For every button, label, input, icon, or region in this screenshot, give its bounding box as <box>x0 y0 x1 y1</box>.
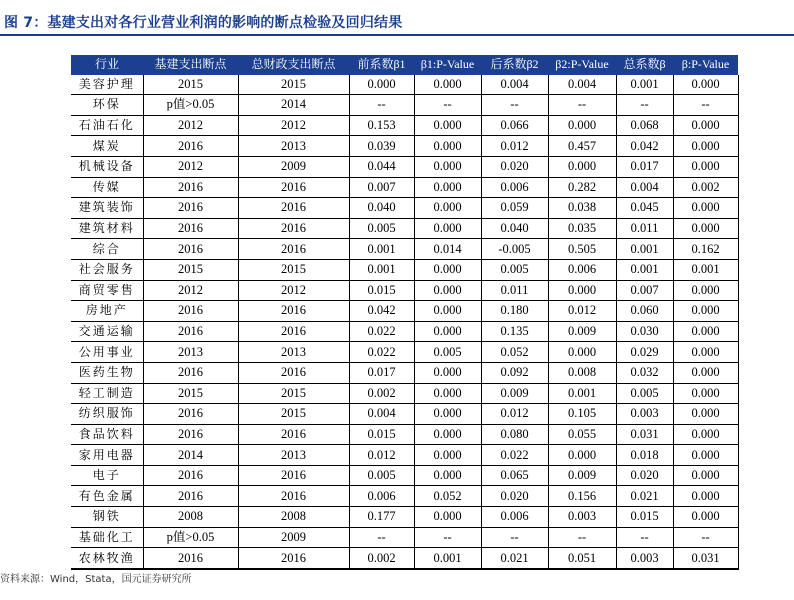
table-row <box>71 75 738 95</box>
industry-cell: 建筑装饰 <box>71 198 143 219</box>
table-row <box>71 383 738 404</box>
industry-cell: 家用电器 <box>71 445 143 466</box>
value-cell: 0.000 <box>673 156 738 177</box>
table-row <box>71 218 738 239</box>
value-cell: 2012 <box>238 280 349 301</box>
value-cell: 2016 <box>238 465 349 486</box>
value-cell: 2015 <box>238 404 349 425</box>
value-cell: 0.011 <box>481 280 548 301</box>
column-header: 总财政支出断点 <box>238 55 349 75</box>
value-cell: 0.000 <box>673 342 738 363</box>
value-cell: 2016 <box>143 198 238 219</box>
value-cell: 0.003 <box>616 548 673 569</box>
value-cell: 0.105 <box>548 404 616 425</box>
value-cell: -- <box>673 527 738 548</box>
value-cell: 2015 <box>238 383 349 404</box>
value-cell: -- <box>616 95 673 116</box>
value-cell: 2016 <box>143 465 238 486</box>
table-row <box>71 198 738 219</box>
value-cell: 0.004 <box>481 75 548 95</box>
value-cell: 2012 <box>143 280 238 301</box>
value-cell: 0.015 <box>349 280 414 301</box>
value-cell: 0.000 <box>548 156 616 177</box>
value-cell: 0.004 <box>548 75 616 95</box>
value-cell: 0.003 <box>616 404 673 425</box>
value-cell: 0.000 <box>414 136 481 157</box>
value-cell: -- <box>616 527 673 548</box>
value-cell: 0.000 <box>414 362 481 383</box>
industry-cell: 石油石化 <box>71 115 143 136</box>
value-cell: 0.014 <box>414 239 481 260</box>
table-row <box>71 115 738 136</box>
value-cell: 0.068 <box>616 115 673 136</box>
table-body <box>71 75 738 569</box>
value-cell: 0.002 <box>673 177 738 198</box>
table-row <box>71 136 738 157</box>
value-cell: 0.004 <box>616 177 673 198</box>
value-cell: 0.001 <box>349 239 414 260</box>
value-cell: 0.007 <box>616 280 673 301</box>
value-cell: 0.000 <box>548 280 616 301</box>
industry-cell: 房地产 <box>71 301 143 322</box>
value-cell: 0.005 <box>414 342 481 363</box>
column-header: β2:P-Value <box>548 55 616 75</box>
value-cell: 0.009 <box>548 321 616 342</box>
industry-cell: 医药生物 <box>71 362 143 383</box>
value-cell: -- <box>349 527 414 548</box>
table-row <box>71 404 738 425</box>
value-cell: 0.000 <box>673 136 738 157</box>
value-cell: 0.002 <box>349 548 414 569</box>
value-cell: 2016 <box>143 548 238 569</box>
value-cell: 0.000 <box>414 383 481 404</box>
value-cell: 0.000 <box>414 404 481 425</box>
value-cell: 0.001 <box>616 75 673 95</box>
value-cell: -- <box>414 95 481 116</box>
industry-cell: 有色金属 <box>71 486 143 507</box>
table-row <box>71 259 738 280</box>
value-cell: 0.000 <box>414 507 481 528</box>
value-cell: 0.029 <box>616 342 673 363</box>
value-cell: 0.032 <box>616 362 673 383</box>
value-cell: 0.059 <box>481 198 548 219</box>
column-header: 行业 <box>71 55 143 75</box>
table-row <box>71 527 738 548</box>
value-cell: 0.001 <box>673 259 738 280</box>
value-cell: 0.002 <box>349 383 414 404</box>
value-cell: 0.001 <box>616 239 673 260</box>
value-cell: 0.052 <box>481 342 548 363</box>
value-cell: 0.018 <box>616 445 673 466</box>
industry-cell: 基础化工 <box>71 527 143 548</box>
industry-cell: 电子 <box>71 465 143 486</box>
industry-cell: 传媒 <box>71 177 143 198</box>
value-cell: 2008 <box>143 507 238 528</box>
source-note: 资料来源：Wind，Stata，国元证券研究所 <box>0 574 192 585</box>
value-cell: 2012 <box>143 115 238 136</box>
value-cell: 0.000 <box>548 115 616 136</box>
value-cell: 2012 <box>143 156 238 177</box>
value-cell: 2016 <box>238 548 349 569</box>
industry-cell: 环保 <box>71 95 143 116</box>
value-cell: 0.000 <box>414 321 481 342</box>
value-cell: 0.020 <box>616 465 673 486</box>
figure-title: 图 7：基建支出对各行业营业利润的影响的断点检验及回归结果 <box>4 15 403 31</box>
regression-table <box>71 55 739 570</box>
value-cell: 0.006 <box>548 259 616 280</box>
value-cell: -0.005 <box>481 239 548 260</box>
value-cell: 0.040 <box>349 198 414 219</box>
value-cell: 2016 <box>143 321 238 342</box>
value-cell: 2013 <box>238 136 349 157</box>
value-cell: -- <box>349 95 414 116</box>
value-cell: 0.001 <box>616 259 673 280</box>
table-header-row <box>71 55 738 75</box>
value-cell: 0.008 <box>548 362 616 383</box>
value-cell: 0.000 <box>414 301 481 322</box>
value-cell: 0.022 <box>481 445 548 466</box>
value-cell: 0.017 <box>349 362 414 383</box>
value-cell: 0.156 <box>548 486 616 507</box>
column-header: β1:P-Value <box>414 55 481 75</box>
value-cell: 0.177 <box>349 507 414 528</box>
value-cell: 0.000 <box>414 75 481 95</box>
value-cell: 0.000 <box>673 321 738 342</box>
value-cell: 0.006 <box>481 177 548 198</box>
value-cell: -- <box>414 527 481 548</box>
value-cell: 0.000 <box>414 115 481 136</box>
value-cell: 0.153 <box>349 115 414 136</box>
value-cell: 0.006 <box>481 507 548 528</box>
value-cell: 0.000 <box>414 198 481 219</box>
table-row <box>71 424 738 445</box>
value-cell: 0.001 <box>414 548 481 569</box>
value-cell: 0.012 <box>548 301 616 322</box>
value-cell: 0.012 <box>349 445 414 466</box>
value-cell: 0.031 <box>616 424 673 445</box>
industry-cell: 钢铁 <box>71 507 143 528</box>
value-cell: 0.015 <box>349 424 414 445</box>
value-cell: 0.000 <box>414 465 481 486</box>
value-cell: 2014 <box>238 95 349 116</box>
value-cell: 0.000 <box>673 301 738 322</box>
value-cell: 0.060 <box>616 301 673 322</box>
value-cell: 0.000 <box>673 280 738 301</box>
value-cell: 2016 <box>143 424 238 445</box>
value-cell: 0.000 <box>673 424 738 445</box>
value-cell: 0.042 <box>616 136 673 157</box>
value-cell: 0.021 <box>616 486 673 507</box>
value-cell: p值>0.05 <box>143 527 238 548</box>
value-cell: 2016 <box>143 218 238 239</box>
industry-cell: 公用事业 <box>71 342 143 363</box>
value-cell: 2016 <box>238 321 349 342</box>
industry-cell: 建筑材料 <box>71 218 143 239</box>
value-cell: 0.000 <box>414 156 481 177</box>
value-cell: 0.000 <box>414 280 481 301</box>
industry-cell: 综合 <box>71 239 143 260</box>
value-cell: 2009 <box>238 156 349 177</box>
value-cell: 0.005 <box>481 259 548 280</box>
table-row <box>71 342 738 363</box>
industry-cell: 农林牧渔 <box>71 548 143 569</box>
value-cell: 0.000 <box>673 486 738 507</box>
value-cell: 0.042 <box>349 301 414 322</box>
value-cell: 0.038 <box>548 198 616 219</box>
value-cell: 0.052 <box>414 486 481 507</box>
value-cell: 2016 <box>143 301 238 322</box>
column-header: β:P-Value <box>673 55 738 75</box>
value-cell: p值>0.05 <box>143 95 238 116</box>
column-header: 后系数β2 <box>481 55 548 75</box>
value-cell: 0.505 <box>548 239 616 260</box>
value-cell: 0.135 <box>481 321 548 342</box>
value-cell: 2013 <box>143 342 238 363</box>
value-cell: 2013 <box>238 342 349 363</box>
value-cell: 0.000 <box>673 198 738 219</box>
value-cell: 0.000 <box>548 445 616 466</box>
table-row <box>71 445 738 466</box>
value-cell: 2016 <box>238 424 349 445</box>
value-cell: 0.021 <box>481 548 548 569</box>
table-row <box>71 548 738 569</box>
table-row <box>71 486 738 507</box>
value-cell: 2016 <box>143 177 238 198</box>
value-cell: 0.005 <box>616 383 673 404</box>
value-cell: 2016 <box>143 486 238 507</box>
table-row <box>71 280 738 301</box>
value-cell: 0.004 <box>349 404 414 425</box>
value-cell: 0.000 <box>673 75 738 95</box>
value-cell: 0.000 <box>673 445 738 466</box>
value-cell: 2016 <box>238 362 349 383</box>
value-cell: 0.080 <box>481 424 548 445</box>
value-cell: 0.001 <box>349 259 414 280</box>
table-row <box>71 177 738 198</box>
value-cell: -- <box>481 95 548 116</box>
industry-cell: 机械设备 <box>71 156 143 177</box>
value-cell: 0.012 <box>481 136 548 157</box>
value-cell: 2013 <box>238 445 349 466</box>
value-cell: 0.000 <box>673 507 738 528</box>
table-row <box>71 507 738 528</box>
value-cell: 0.000 <box>673 465 738 486</box>
value-cell: 2016 <box>238 218 349 239</box>
value-cell: 2016 <box>143 404 238 425</box>
value-cell: 0.007 <box>349 177 414 198</box>
value-cell: 0.000 <box>673 218 738 239</box>
value-cell: 0.009 <box>481 383 548 404</box>
value-cell: 0.162 <box>673 239 738 260</box>
value-cell: 0.055 <box>548 424 616 445</box>
value-cell: 0.001 <box>548 383 616 404</box>
table-row <box>71 465 738 486</box>
value-cell: 0.092 <box>481 362 548 383</box>
value-cell: 0.457 <box>548 136 616 157</box>
value-cell: 0.000 <box>673 362 738 383</box>
column-header: 前系数β1 <box>349 55 414 75</box>
value-cell: 0.000 <box>673 404 738 425</box>
value-cell: 2014 <box>143 445 238 466</box>
value-cell: 0.015 <box>616 507 673 528</box>
value-cell: 2016 <box>238 198 349 219</box>
value-cell: 0.005 <box>349 218 414 239</box>
value-cell: 2009 <box>238 527 349 548</box>
value-cell: 2016 <box>238 486 349 507</box>
table-row <box>71 362 738 383</box>
value-cell: 0.282 <box>548 177 616 198</box>
industry-cell: 美容护理 <box>71 75 143 95</box>
industry-cell: 商贸零售 <box>71 280 143 301</box>
value-cell: 0.000 <box>414 259 481 280</box>
table-row <box>71 156 738 177</box>
column-header: 基建支出断点 <box>143 55 238 75</box>
value-cell: 2015 <box>238 259 349 280</box>
value-cell: 0.030 <box>616 321 673 342</box>
table-row <box>71 239 738 260</box>
value-cell: 0.000 <box>414 424 481 445</box>
industry-cell: 食品饮料 <box>71 424 143 445</box>
value-cell: 0.039 <box>349 136 414 157</box>
value-cell: 0.040 <box>481 218 548 239</box>
value-cell: 0.005 <box>349 465 414 486</box>
value-cell: 0.022 <box>349 321 414 342</box>
industry-cell: 纺织服饰 <box>71 404 143 425</box>
value-cell: 0.020 <box>481 486 548 507</box>
value-cell: 0.066 <box>481 115 548 136</box>
table-row <box>71 301 738 322</box>
value-cell: 0.020 <box>481 156 548 177</box>
value-cell: 0.180 <box>481 301 548 322</box>
value-cell: 2016 <box>143 239 238 260</box>
title-divider <box>0 34 794 36</box>
value-cell: 0.044 <box>349 156 414 177</box>
value-cell: 2016 <box>238 239 349 260</box>
industry-cell: 轻工制造 <box>71 383 143 404</box>
value-cell: -- <box>673 95 738 116</box>
value-cell: 0.017 <box>616 156 673 177</box>
value-cell: 0.006 <box>349 486 414 507</box>
value-cell: 0.000 <box>414 218 481 239</box>
value-cell: -- <box>481 527 548 548</box>
value-cell: 0.000 <box>349 75 414 95</box>
value-cell: 0.031 <box>673 548 738 569</box>
value-cell: 2015 <box>143 259 238 280</box>
value-cell: 0.022 <box>349 342 414 363</box>
value-cell: 0.003 <box>548 507 616 528</box>
value-cell: 2015 <box>143 383 238 404</box>
industry-cell: 煤炭 <box>71 136 143 157</box>
value-cell: 0.000 <box>673 383 738 404</box>
industry-cell: 社会服务 <box>71 259 143 280</box>
value-cell: 0.045 <box>616 198 673 219</box>
value-cell: 0.035 <box>548 218 616 239</box>
value-cell: 0.012 <box>481 404 548 425</box>
value-cell: 2008 <box>238 507 349 528</box>
industry-cell: 交通运输 <box>71 321 143 342</box>
value-cell: -- <box>548 527 616 548</box>
value-cell: 2016 <box>238 177 349 198</box>
value-cell: 0.000 <box>548 342 616 363</box>
value-cell: 2015 <box>238 75 349 95</box>
value-cell: 2016 <box>143 136 238 157</box>
value-cell: 0.009 <box>548 465 616 486</box>
value-cell: 0.000 <box>414 445 481 466</box>
table-row <box>71 321 738 342</box>
column-header: 总系数β <box>616 55 673 75</box>
value-cell: 0.065 <box>481 465 548 486</box>
value-cell: 2012 <box>238 115 349 136</box>
value-cell: 0.011 <box>616 218 673 239</box>
value-cell: 0.051 <box>548 548 616 569</box>
value-cell: 2016 <box>238 301 349 322</box>
value-cell: -- <box>548 95 616 116</box>
value-cell: 2016 <box>143 362 238 383</box>
table-row <box>71 95 738 116</box>
value-cell: 2015 <box>143 75 238 95</box>
value-cell: 0.000 <box>414 177 481 198</box>
value-cell: 0.000 <box>673 115 738 136</box>
